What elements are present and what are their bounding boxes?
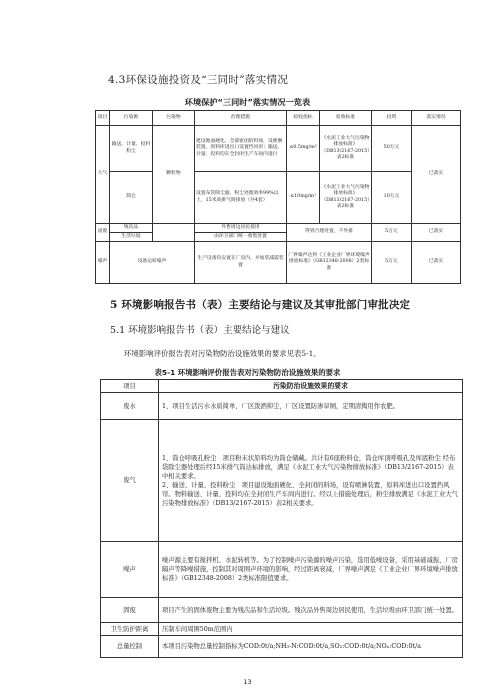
- three-simultaneity-table: [95, 110, 461, 284]
- standard-cell: 得到合理处置，不外排: [287, 224, 372, 242]
- table2-caption: 表5-1 环境影响评价报告表对污染物防治设施效果的要求: [154, 368, 341, 377]
- standard-cell: 《水泥工业大气污染物排放标准》（DB13/2167-2015）表2标准: [320, 126, 372, 172]
- item-cell: 噪声: [101, 542, 159, 598]
- measure-cell: 建设地面硬化、全部密闭的料场，设喷淋装置，原料库进出口设置挡风帘；输送、计量、投料均在全封闭生产车间内进行: [195, 126, 287, 172]
- item-cell: 废气: [101, 420, 159, 542]
- investment-cell: 10万元: [372, 172, 412, 224]
- section-heading-5-1: 5.1 环境影响报告书（表）主要结论与建议: [110, 325, 290, 336]
- requirements-table: [100, 379, 463, 658]
- page-number: 13: [243, 678, 252, 686]
- requirement-cell: 项目产生的固体废物主要为残次品和生活垃圾。残次品外售周边居民使用，生活垃圾由环卫部门统一处置。: [159, 598, 463, 623]
- measure-cell: 设置布袋除尘器，粉尘处理效率99%以上，15米高排气筒排放（共4套）: [195, 172, 287, 224]
- source-cell: 筒仓: [110, 172, 153, 224]
- table-row: [101, 420, 463, 542]
- requirement-cell: 1、项目生活污水水质简单，厂区泼洒抑尘，厂区设置防渗旱厕，定期清掏用作农肥。: [159, 393, 463, 420]
- standard-cell: 《水泥工业大气污染物排放标准》（DB13/2167-2015）表2标准: [320, 172, 372, 224]
- index-cell: ≤10mg/m³: [287, 172, 320, 224]
- table-row: [101, 636, 463, 658]
- pollutant-cell: 颗粒物: [153, 126, 195, 224]
- table-row: [96, 242, 461, 284]
- table1-header-cell: 污染源: [110, 111, 153, 126]
- table-row: [96, 224, 461, 233]
- table1-header-row: [96, 111, 461, 126]
- status-cell: 已落实: [412, 126, 461, 224]
- table2-header-cell: 项目: [101, 380, 159, 393]
- measure-cell: 由环卫部门统一收集处置: [195, 233, 287, 242]
- investment-cell: 5万元: [372, 242, 412, 284]
- table2-header-row: [101, 380, 463, 393]
- source-cell: 输送、计量、投料粉尘: [110, 126, 153, 172]
- source-cell: 生活垃圾: [110, 233, 153, 242]
- status-cell: 已落实: [412, 242, 461, 284]
- item-cell: 废水: [101, 393, 159, 420]
- table1-caption: 环境保护“三同时”落实情况一览表: [184, 97, 311, 107]
- measure-cell: 生产设备均安置在厂房内，并加装减震装置: [195, 242, 287, 284]
- investment-cell: 50万元: [372, 126, 412, 172]
- index-cell: ≤0.5mg/m³: [287, 126, 320, 172]
- table1-header-cell: 项目: [96, 111, 110, 126]
- category-cell: 固废: [96, 224, 110, 242]
- table-row: [101, 598, 463, 623]
- table1-header-cell: 治理措施: [195, 111, 287, 126]
- table1-header-cell: 投资: [372, 111, 412, 126]
- source-cell: 设备运转噪声: [110, 242, 195, 284]
- table1-header-cell: 验收标准: [320, 111, 372, 126]
- table-row: [96, 126, 461, 172]
- table-row: [96, 172, 461, 224]
- category-cell: 噪声: [96, 242, 110, 284]
- table1-header-cell: 污染物: [153, 111, 195, 126]
- table2-header-cell: 污染防治设施效果的要求: [159, 380, 463, 393]
- item-cell: 固废: [101, 598, 159, 623]
- requirement-cell: 压制车间周围50m范围内: [159, 623, 463, 636]
- category-cell: 大气: [96, 126, 110, 224]
- table-row: [101, 623, 463, 636]
- item-cell: 卫生防护距离: [101, 623, 159, 636]
- requirement-cell: 1、筒仓呼吸孔粉尘 项目粉末状原料均为筒仓储藏。共计有6座粉料仓，筒仓库顶呼吸孔及库底粉尘 经布袋除尘器处理后经15米排气筒达标排放，满足《水泥工业大气污染物排放标准》（DB13/2167-2015）表中相关要求。 2、输送、计量、投料粉尘 项目建设地面硬化、全封闭的料场，设有喷淋装置，原料库进出口设置挡风帘。物料输送、计量、投料均在全封闭生产车间内进行。经以上措施处理后，粉尘排放满足《水泥工业大气污染物排放标准》（DB13/2167-2015）表2相关要求。: [159, 420, 463, 542]
- table-row: [101, 393, 463, 420]
- requirement-cell: 本项目污染物总量控制指标为COD:0t/a;NH₃-N:COD:0t/a,SO₂:COD:0t/a;NOₓ:COD:0t/a: [159, 636, 463, 658]
- status-cell: 已落实: [412, 224, 461, 242]
- source-cell: 残次品: [110, 224, 153, 233]
- standard-cell: 厂界噪声达到《工业企业厂界环境噪声排放标准》（GB12348-2008）2类标准: [287, 242, 372, 284]
- pollutant-cell: [153, 224, 195, 242]
- table1-header-cell: 落实情况: [412, 111, 461, 126]
- item-cell: 总量控制: [101, 636, 159, 658]
- measure-cell: 外售周边居民使用: [195, 224, 287, 233]
- table-row: [101, 542, 463, 598]
- section-heading-5: 5 环境影响报告书（表）主要结论与建议及其审批部门审批决定: [110, 299, 411, 311]
- table1-header-cell: 验收指标: [287, 111, 320, 126]
- section-heading-4-3: 4.3环保设施投资及“三同时”落实情况: [108, 74, 289, 86]
- investment-cell: 5万元: [372, 224, 412, 242]
- requirement-cell: 噪声源主要有搅拌机、水泥转机等。为了控制噪声污染源的噪声污染，选用低噪设备，采用基础减振、厂房隔声等降噪措施，控制其对周围声环境的影响，经过距离衰减，厂界噪声满足《工业企业厂界环境噪声排放标准》（GB12348-2008）2类标准限值要求。: [159, 542, 463, 598]
- intro-paragraph: 环境影响评价报告表对污染物防治设施效果的要求见表5-1。: [124, 349, 321, 358]
